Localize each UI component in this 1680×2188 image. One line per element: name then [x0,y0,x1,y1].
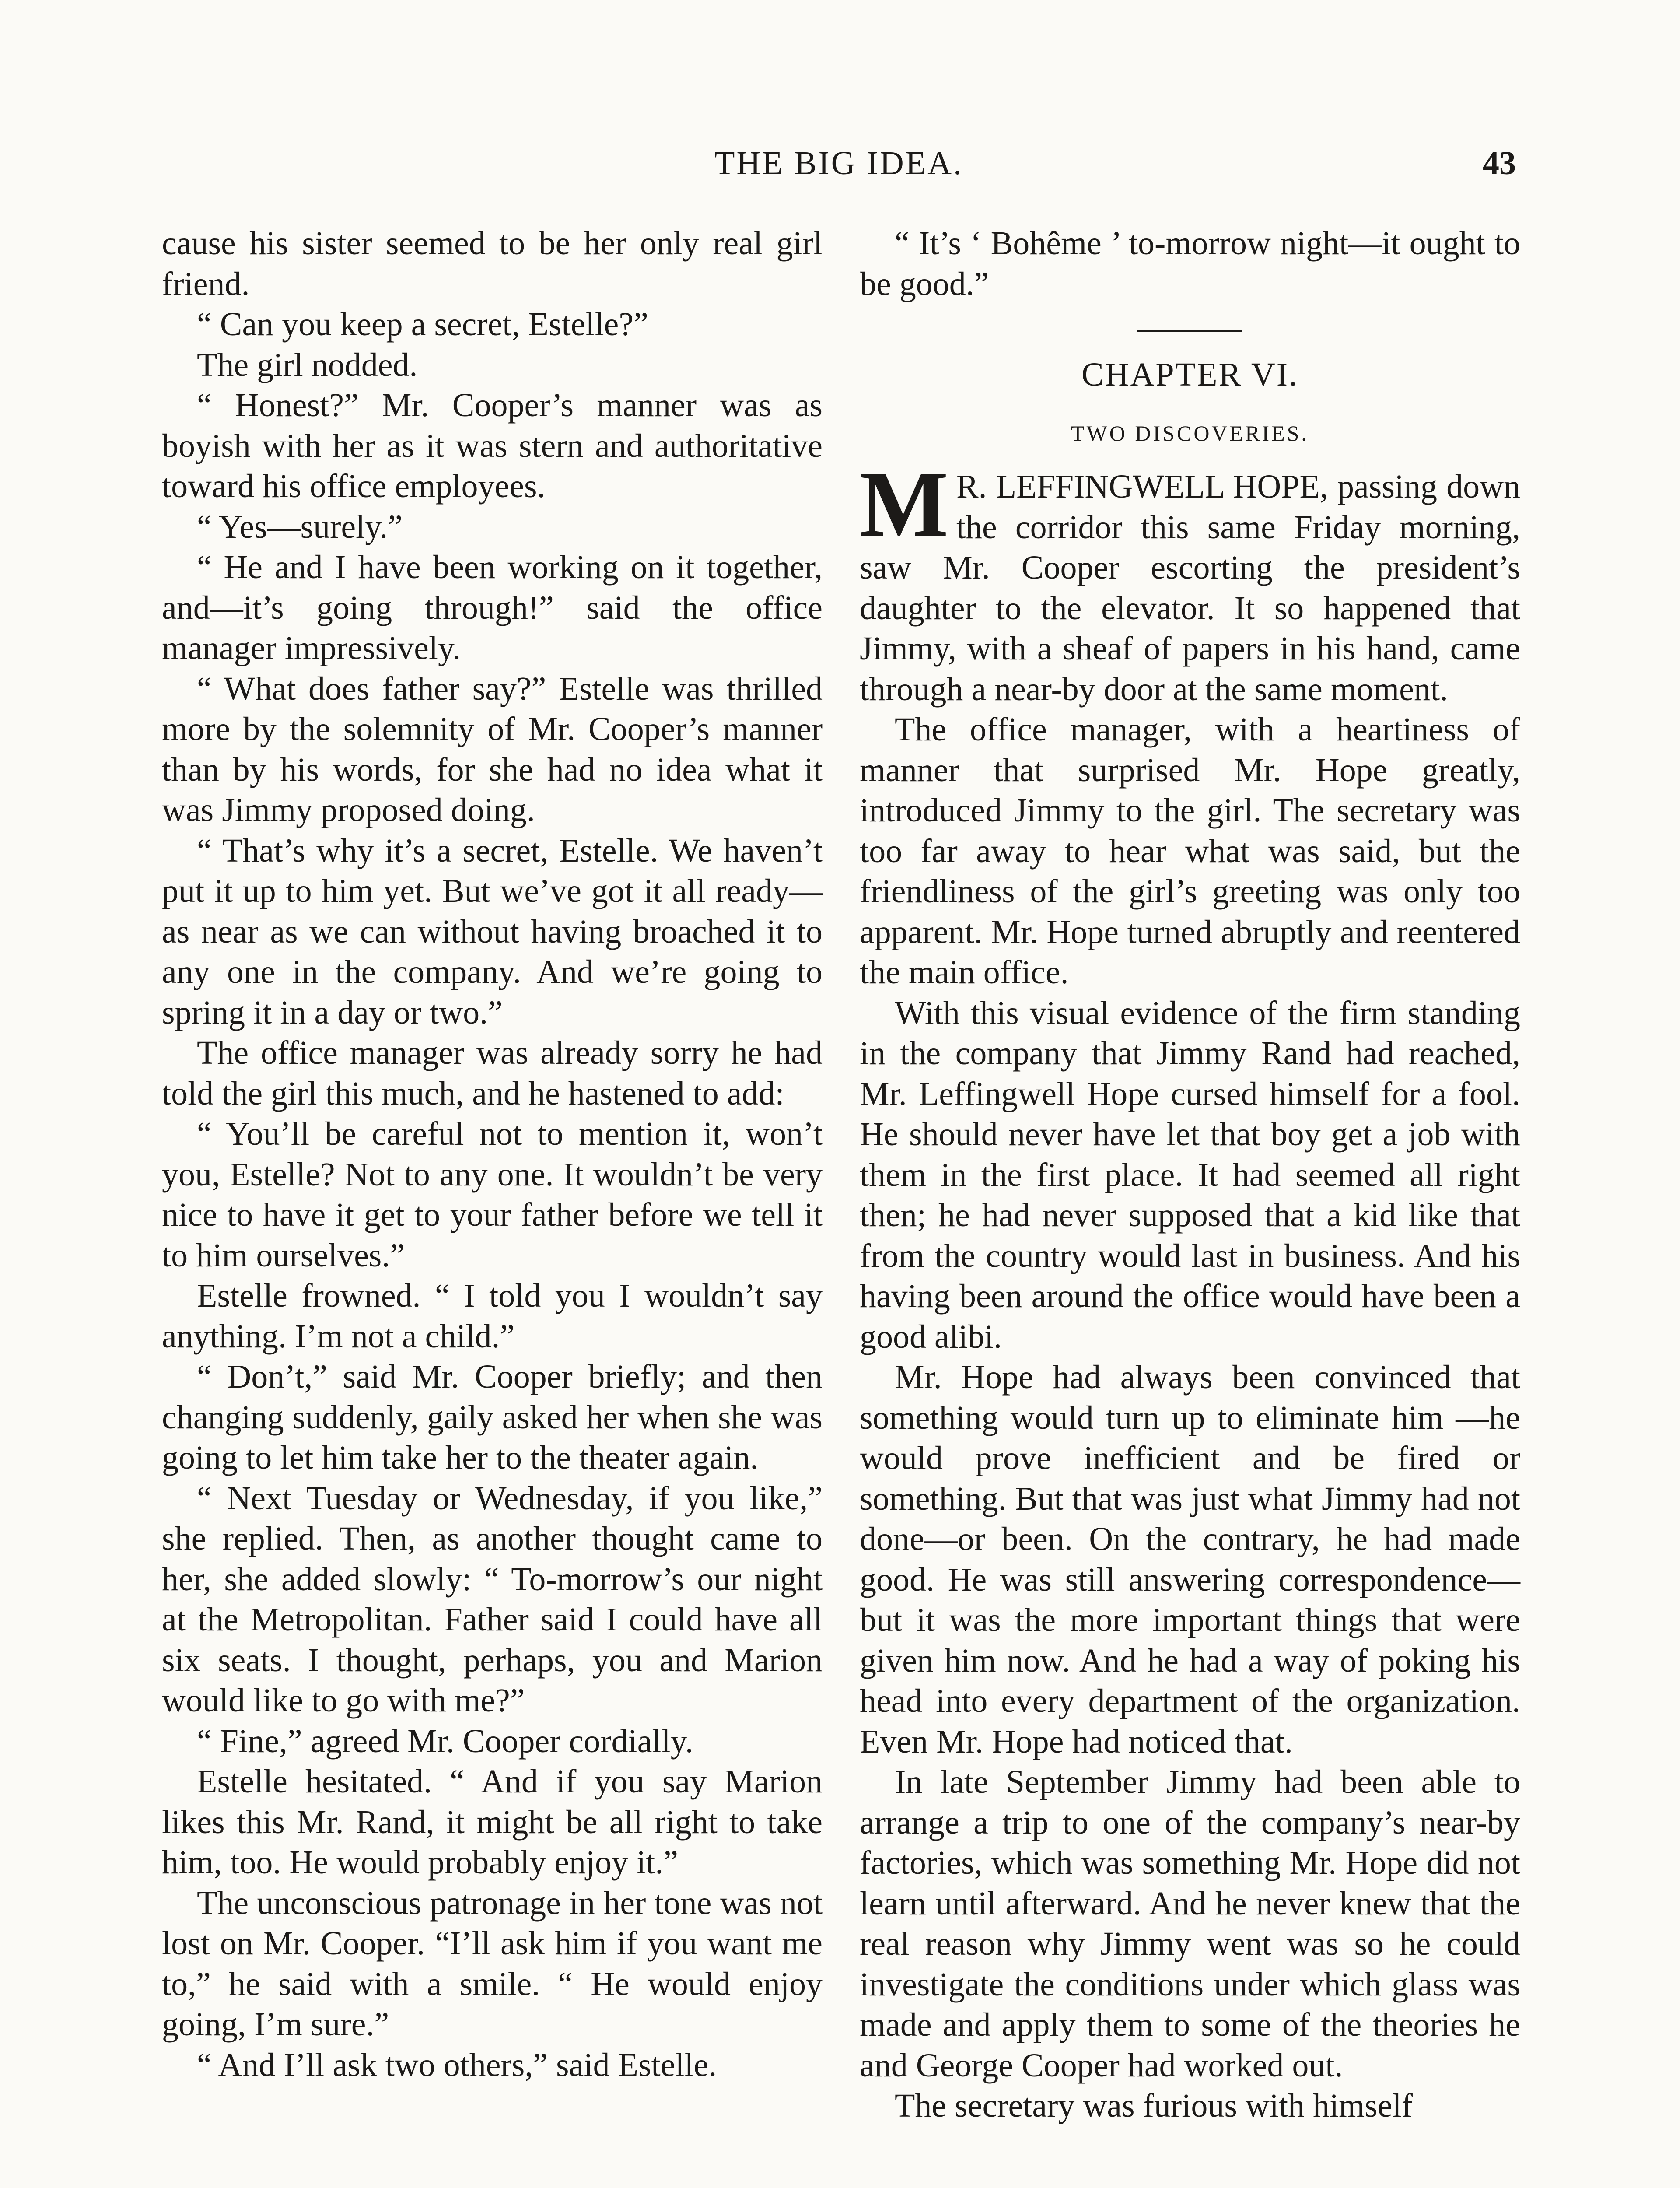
paragraph: “ Honest?” Mr. Cooper’s manner was as boyish with her as it was stern and authoritative toward his office employees. [162,387,822,505]
paragraph: The secretary was furious with himself [895,2087,1413,2124]
paragraph: In late September Jimmy had been able to arrange a trip to one of the company’s near-by factories, which was something Mr. Hope did not learn until afterward. And he never knew that the real reason why Jimmy went was so he could investigate the conditions under which glass was made and apply them to some of the theories he and George Cooper had worked out. [860,1764,1520,2084]
paragraph: Estelle hesitated. “ And if you say Marion likes this Mr. Rand, it might be all right to take him, too. He would probably enjoy it.” [162,1763,822,1881]
paragraph: “ And I’ll ask two others,” said Estelle. [197,2046,717,2083]
section-divider [1138,330,1242,332]
paragraph: “ He and I have been working on it together, and—it’s going through!” said the office manager impressively. [162,549,822,666]
paragraph: With this visual evidence of the firm standing in the company that Jimmy Rand had reached, Mr. Leffingwell Hope cursed himself for a fool. He should never have let that boy get a job with them in the first place. It had seemed all right then; he had never supposed that a kid like that from the country would last in business. And his having been around the office would have been a good alibi. [860,994,1520,1355]
paragraph: cause his sister seemed to be her only real girl friend. [162,225,822,302]
left-column [162,223,822,2085]
paragraph: The office manager, with a heartiness of manner that surprised Mr. Hope greatly, introduced Jimmy to the girl. The secretary was too far away to hear what was said, but the friendliness of the girl’s greeting was only too apparent. Mr. Hope turned abruptly and reentered the main office. [860,711,1520,991]
paragraph: The unconscious patronage in her tone was not lost on Mr. Cooper. “I’ll ask him if you want me to,” he said with a smile. “ He would enjoy going, I’m sure.” [162,1884,822,2043]
paragraph: The girl nodded. [197,346,418,383]
paragraph: “ Next Tuesday or Wednesday, if you like,” she replied. Then, as another thought came to her, she added slowly: “ To-morrow’s our night at the Metropolitan. Father said I could have all six seats. I thought, perhaps, you and Marion would like to go with me?” [162,1480,822,1719]
chapter-opening-paragraph [860,452,1520,709]
paragraph: The office manager was already sorry he had told the girl this much, and he hastened to add: [162,1034,822,1112]
right-column [860,223,1520,2126]
paragraph: “ Don’t,” said Mr. Cooper briefly; and then changing suddenly, gaily asked her when she was going to let him take her to the theater again. [162,1358,822,1476]
paragraph: “ What does father say?” Estelle was thrilled more by the solemnity of Mr. Cooper’s manner than by his words, for she had no idea what it was Jimmy proposed doing. [162,670,822,828]
running-head [162,144,1516,193]
paragraph: Mr. Hope had always been convinced that something would turn up to eliminate him —he would prove inefficient and be fired or something. But that was just what Jimmy had not done—or been. On the contrary, he had made good. He was still answering correspondence—but it was the more important things that were given him now. And he had a way of poking his head into every department of the organization. Even Mr. Hope had noticed that. [860,1359,1520,1760]
paragraph: Estelle frowned. “ I told you I wouldn’t say anything. I’m not a child.” [162,1277,822,1355]
paragraph: “ Fine,” agreed Mr. Cooper cordially. [197,1722,693,1760]
page-number: 43 [1483,145,1516,182]
opening-text: R. LEFFINGWELL HOPE, passing down the corridor this same Friday morning, saw Mr. Cooper escorting the president’s daughter to the elevator. It so happened that Jimmy, with a sheaf of papers in his hand, came through a near-by door at the same moment. [860,468,1520,708]
running-title: THE BIG IDEA. [714,145,964,182]
paragraph: “ Yes—surely.” [197,508,403,545]
paragraph: “ It’s ‘ Bohême ’ to-morrow night—it ought to be good.” [860,225,1520,302]
paragraph: “ You’ll be careful not to mention it, won’t you, Estelle? Not to any one. It wouldn’t be very nice to have it get to your father before we tell it to him ourselves.” [162,1115,822,1274]
paragraph: “ Can you keep a secret, Estelle?” [197,306,648,343]
chapter-subtitle: TWO DISCOVERIES. [1071,421,1309,445]
paragraph: “ That’s why it’s a secret, Estelle. We haven’t put it up to him yet. But we’ve got it all ready—as near as we can without having broached it to any one in the company. And we’re going to spring it in a day or two.” [162,832,822,1031]
chapter-title: CHAPTER VI. [1081,356,1299,393]
drop-cap: M [860,452,948,556]
